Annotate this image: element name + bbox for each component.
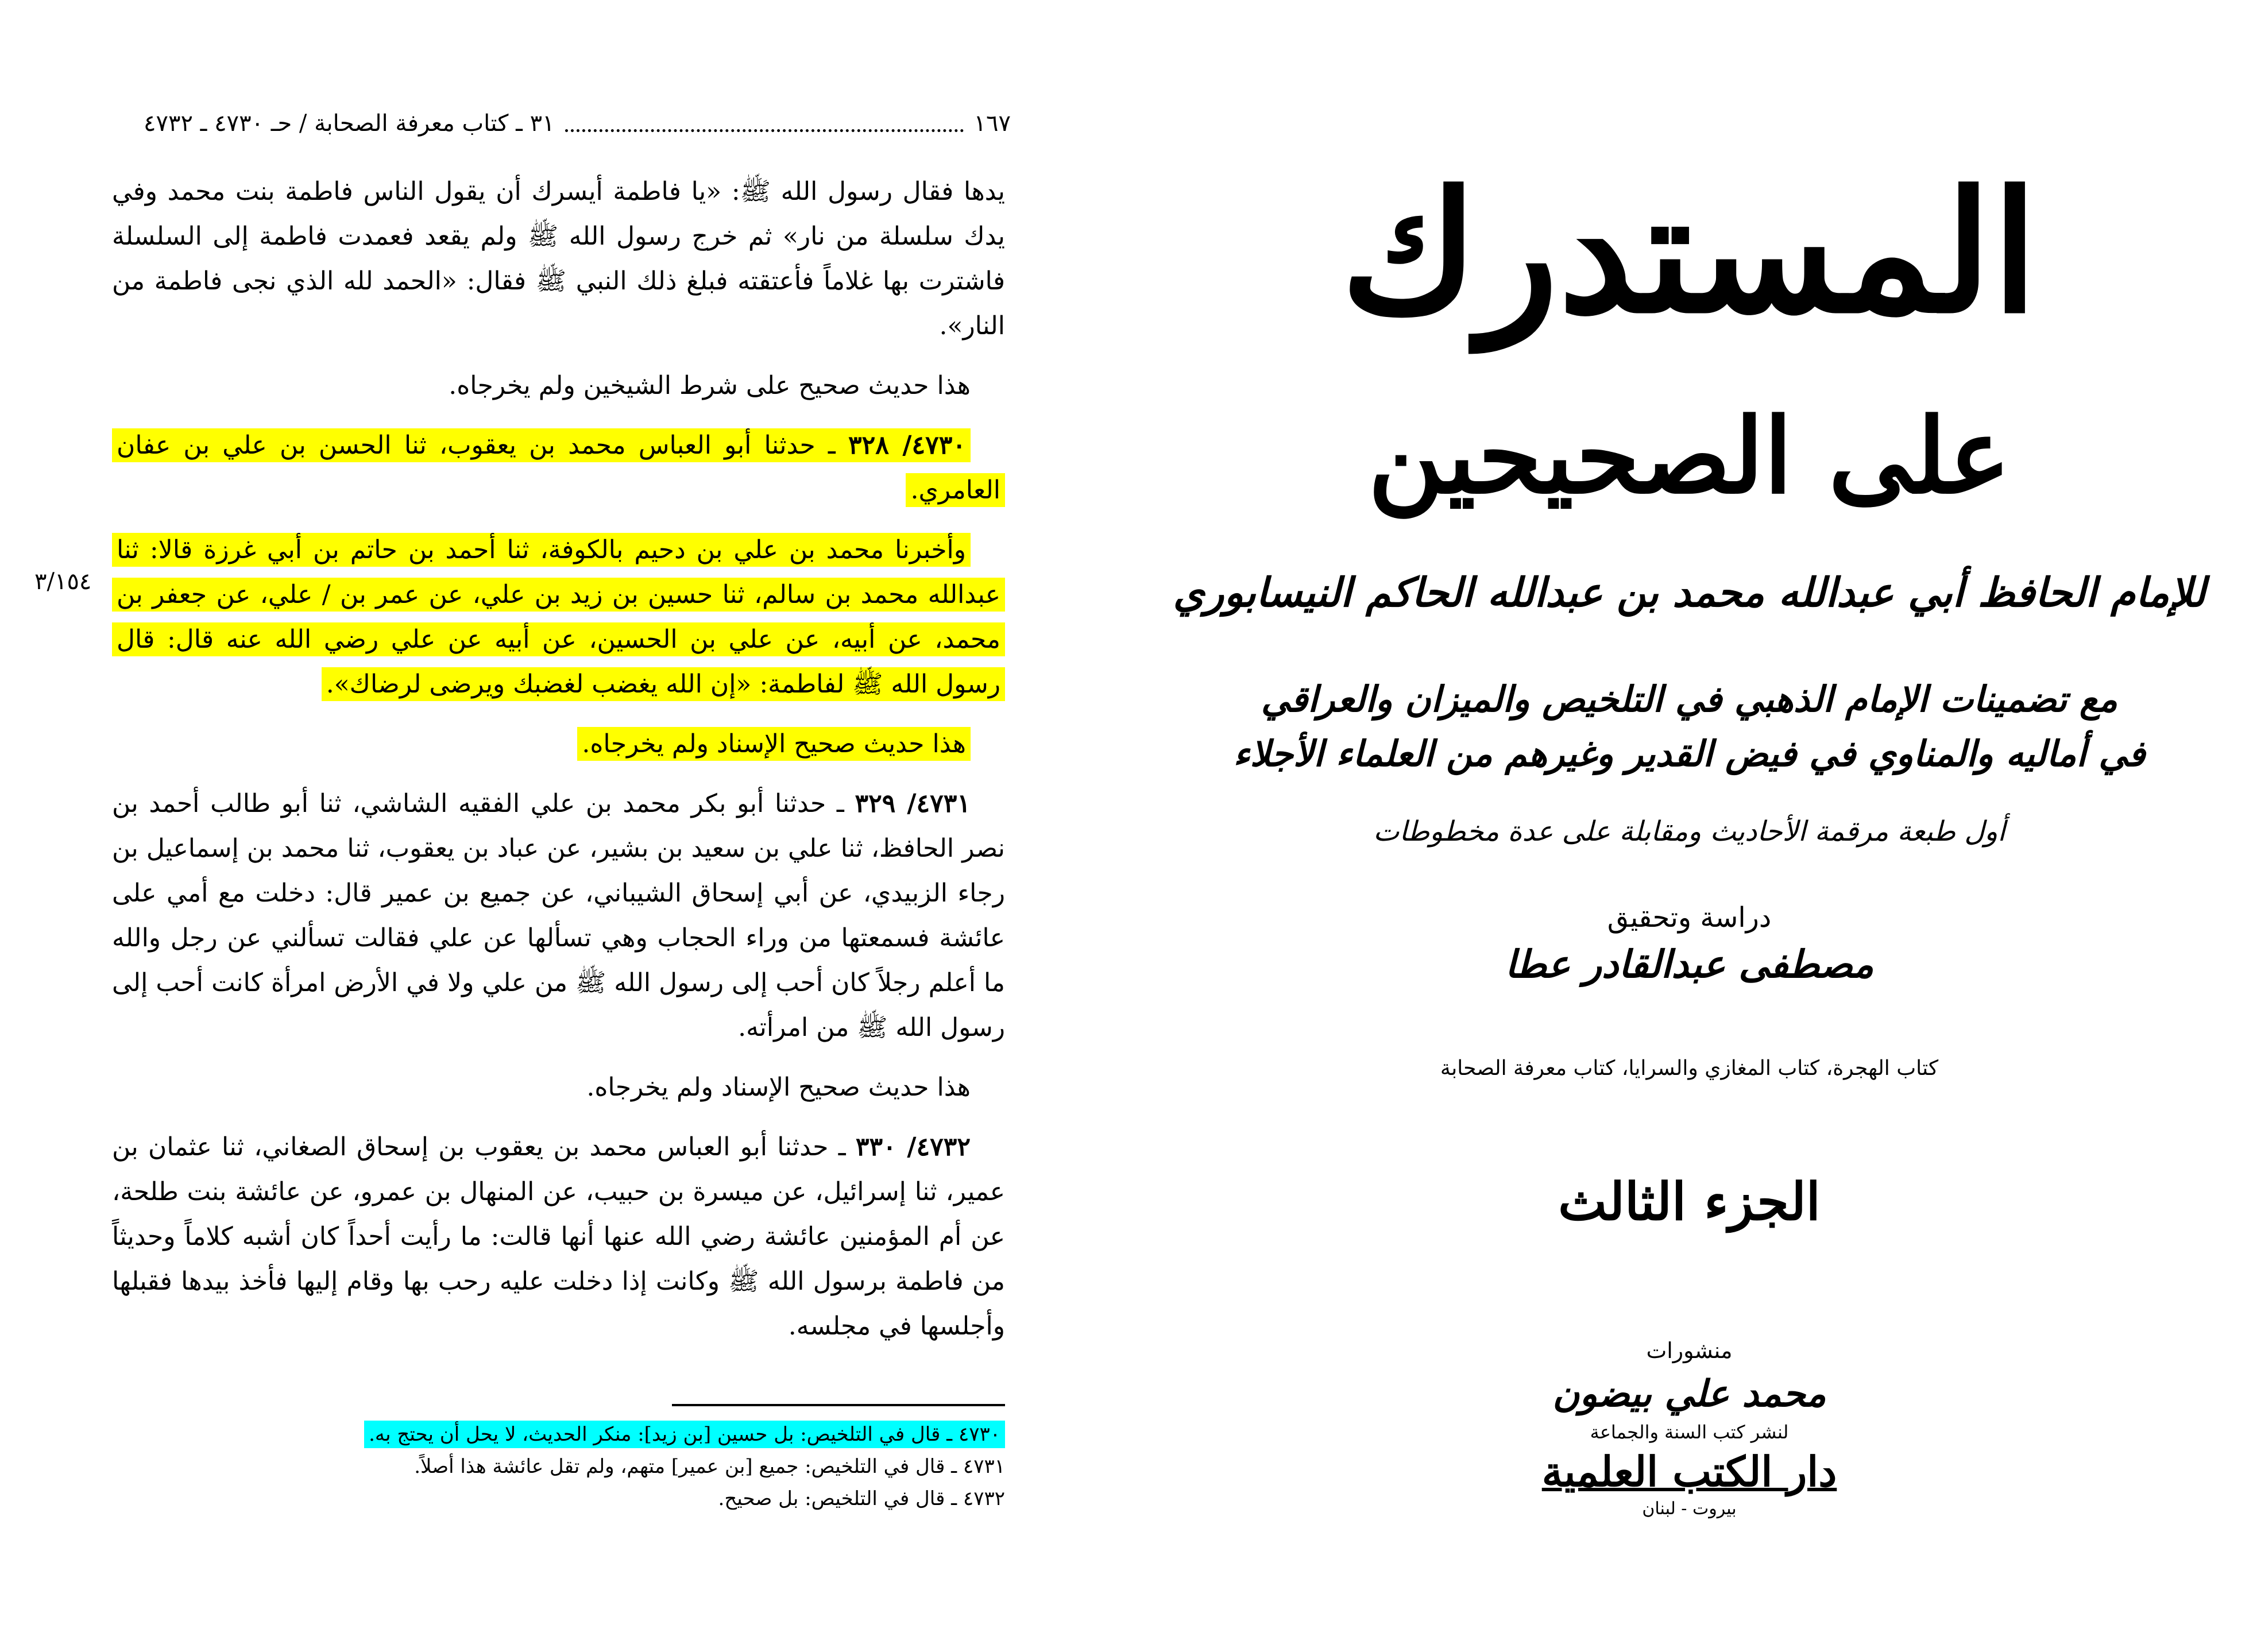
footnote-4730 bbox=[241, 1418, 1005, 1450]
hadith-grade-4730-highlight: هذا حديث صحيح الإسناد ولم يخرجاه. bbox=[577, 727, 971, 761]
hadith-4730-isnad: ـ حدثنا أبو العباس محمد بن يعقوب، ثنا الحسن بن علي بن عفان العامري. bbox=[117, 431, 1000, 505]
hadith-grade-4731: هذا حديث صحيح الإسناد ولم يخرجاه. bbox=[586, 1073, 971, 1102]
hadith-4730-cont-highlight: وأخبرنا محمد بن علي بن دحيم بالكوفة، ثنا أحمد بن حاتم بن أبي غرزة قالا: ثنا عبدالله محمد بن سالم، ثنا حسين بن زيد بن علي، عن عمر بن / علي، عن جعفر بن محمد، عن أبيه، عن علي بن الحسين، عن أبيه عن علي رضي الله عنه قال: قال رسول الله ﷺ لفاطمة: «إن الله يغضب لغضبك ويرضى لرضاك». bbox=[112, 533, 1005, 701]
publisher-logo-house: دار الكتب العلمية bbox=[1541, 1447, 1837, 1496]
body-text bbox=[112, 169, 1005, 1364]
hadith-4730-continuation bbox=[112, 528, 1005, 707]
annotations-line-2: في أماليه والمناوي في فيض القدير وغيرهم من العلماء الأجلاء bbox=[1233, 733, 2146, 775]
hadith-4732-text: ـ حدثنا أبو العباس محمد بن يعقوب بن إسحاق الصغاني، ثنا عثمان بن عمير، ثنا إسرائيل، عن ميسرة بن حبيب، عن المنهال بن عمرو، عن عائشة بنت طلحة، عن أم المؤمنين عائشة رضي الله عنها أنها قالت: ما رأيت أحداً كان أشبه كلاماً وحديثاً من فاطمة برسول الله ﷺ وكانت إذا دخلت عليه رحب بها وقام إليها فأخذ بيدها فقبلها وأجلسها في مجلسه. bbox=[112, 1132, 1005, 1341]
publisher-name: محمد علي بيضون bbox=[1552, 1372, 1826, 1415]
hadith-number-4730: ٤٧٣٠/ ٣٢٨ bbox=[848, 431, 966, 460]
footnote-4731: ٤٧٣١ ـ قال في التلخيص: جميع [بن عمير] متهم، ولم تقل عائشة هذا أصلاً. bbox=[414, 1455, 1005, 1478]
books-included: كتاب الهجرة، كتاب المغازي والسرايا، كتاب معرفة الصحابة bbox=[1440, 1057, 1939, 1080]
publisher-description: لنشر كتب السنة والجماعة bbox=[1590, 1421, 1789, 1443]
hadith-grade-4730 bbox=[112, 722, 1005, 767]
page-number: ١٦٧ bbox=[973, 110, 1011, 137]
hadith-4730-highlight bbox=[112, 428, 1005, 507]
running-head-leader-dots bbox=[565, 129, 964, 132]
footnotes bbox=[241, 1418, 1005, 1515]
book-title-sub: على الصحيحين bbox=[1368, 396, 2011, 517]
study-label: دراسة وتحقيق bbox=[1607, 902, 1772, 934]
hadith-4732 bbox=[112, 1125, 1005, 1349]
edition-note: أول طبعة مرقمة الأحاديث ومقابلة على عدة مخطوطات bbox=[1373, 815, 2005, 848]
publisher-label: منشورات bbox=[1646, 1338, 1733, 1363]
left-page bbox=[0, 0, 1126, 1652]
running-head bbox=[144, 106, 1011, 141]
paragraph-continuation: يدها فقال رسول الله ﷺ: «يا فاطمة أيسرك أن يقول الناس فاطمة بنت محمد وفي يدك سلسلة من نار» ثم خرج رسول الله ﷺ ولم يقعد فعمدت فاطمة إلى السلسلة فاشترت بها غلاماً فأعتقته فبلغ ذلك النبي ﷺ فقال: «الحمد لله الذي نجى فاطمة من النار». bbox=[112, 177, 1005, 341]
hadith-number-4732: ٤٧٣٢/ ٣٣٠ bbox=[855, 1132, 971, 1162]
footnote-4732: ٤٧٣٢ ـ قال في التلخيص: بل صحيح. bbox=[718, 1487, 1005, 1510]
volume-label: الجزء الثالث bbox=[1558, 1171, 1821, 1232]
running-head-title: ٣١ ـ كتاب معرفة الصحابة / حـ ٤٧٣٠ ـ ٤٧٣٢ bbox=[144, 110, 555, 137]
hadith-grade-4729: هذا حديث صحيح على شرط الشيخين ولم يخرجاه. bbox=[449, 371, 971, 400]
right-page-title-page bbox=[1126, 0, 2253, 1652]
publisher-place: بيروت - لبنان bbox=[1642, 1499, 1737, 1519]
annotations-line-1: مع تضمينات الإمام الذهبي في التلخيص والميزان والعراقي bbox=[1261, 678, 2118, 720]
hadith-4731-text: ـ حدثنا أبو بكر محمد بن علي الفقيه الشاشي، ثنا أبو طالب أحمد بن نصر الحافظ، ثنا علي بن سعيد بن بشير، عن عباد بن يعقوب، ثنا محمد بن إسماعيل بن رجاء الزبيدي، عن أبي إسحاق الشيباني، عن جميع بن عمير قال: دخلت مع أمي على عائشة فسمعتها من وراء الحجاب وهي تسألها عن علي فقالت تسألني عن رجل والله ما أعلم رجلاً كان أحب إلى رسول الله ﷺ من علي ولا في الأرض امرأة كانت أحب إلى رسول الله ﷺ من امرأته. bbox=[112, 789, 1005, 1042]
hadith-4731 bbox=[112, 781, 1005, 1050]
hadith-number-4731: ٤٧٣١/ ٣٢٩ bbox=[855, 789, 971, 818]
book-title-main: المستدرك bbox=[1340, 155, 2038, 350]
footnote-rule bbox=[672, 1404, 1005, 1406]
footnote-4730-highlight: ٤٧٣٠ ـ قال في التلخيص: بل حسين [بن زيد]: منكر الحديث، لا يحل أن يحتج به. bbox=[364, 1421, 1005, 1448]
editor-name: مصطفى عبدالقادر عطا bbox=[1505, 942, 1874, 986]
annotations-statement bbox=[1126, 672, 2253, 781]
author-line: للإمام الحافظ أبي عبدالله محمد بن عبدالله الحاكم النيسابوري bbox=[1173, 568, 2206, 616]
margin-reference: ٣/١٥٤ bbox=[34, 568, 92, 595]
hadith-4730 bbox=[112, 423, 1005, 513]
